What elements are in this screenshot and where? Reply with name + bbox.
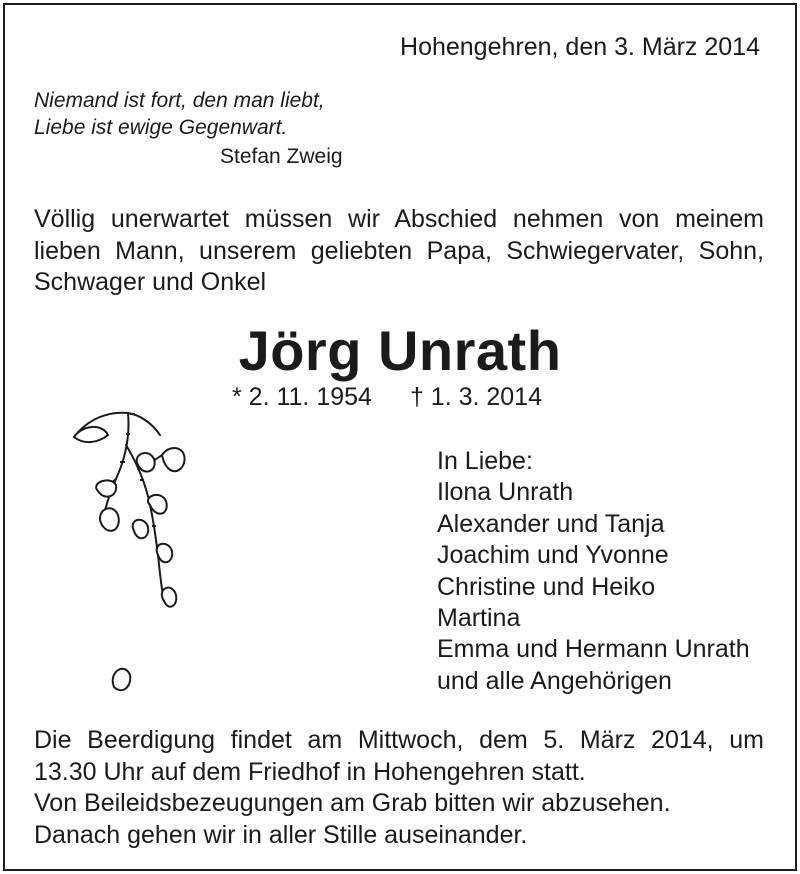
intro-text bbox=[34, 204, 764, 267]
mourner-line: Emma und Hermann Unrath bbox=[437, 635, 750, 664]
funeral-line: 13.30 Uhr auf dem Friedhof in Hohengehren statt. bbox=[34, 757, 586, 786]
birth-date: * 2. 11. 1954 bbox=[232, 383, 372, 411]
quote-line: Niemand ist fort, den man liebt, bbox=[34, 89, 325, 112]
funeral-info bbox=[34, 725, 764, 851]
birch-branch-icon bbox=[68, 405, 198, 695]
intro-line: lieben Mann, unserem geliebten Papa, Schwiegervater, Sohn, bbox=[34, 236, 764, 265]
quote-line: Liebe ist ewige Gegenwart. bbox=[34, 116, 288, 139]
mourner-line: Ilona Unrath bbox=[437, 478, 574, 507]
deceased-name: Jörg Unrath bbox=[238, 319, 562, 382]
life-dates bbox=[232, 383, 542, 412]
mourners-list bbox=[437, 446, 750, 697]
mourner-line: Alexander und Tanja bbox=[437, 509, 665, 538]
mourner-line: In Liebe: bbox=[437, 447, 533, 475]
intro-line: Schwager und Onkel bbox=[34, 268, 267, 296]
mourner-line: Joachim und Yvonne bbox=[437, 541, 669, 570]
quote bbox=[34, 87, 325, 141]
place-date: Hohengehren, den 3. März 2014 bbox=[400, 33, 760, 61]
intro-line: Völlig unerwartet müssen wir Abschied nehmen von meinem bbox=[34, 205, 764, 233]
mourner-line: Martina bbox=[437, 604, 521, 633]
funeral-line: Die Beerdigung findet am Mittwoch, dem 5. März 2014, um bbox=[34, 726, 764, 754]
mourner-line: Christine und Heiko bbox=[437, 572, 656, 601]
mourner-line: und alle Angehörigen bbox=[437, 666, 672, 695]
death-date: † 1. 3. 2014 bbox=[409, 383, 542, 411]
quote-author: Stefan Zweig bbox=[220, 145, 343, 168]
funeral-line: Von Beileidsbezeugungen am Grab bitten wir abzusehen. bbox=[34, 789, 671, 817]
funeral-line: Danach gehen wir in aller Stille auseinander. bbox=[34, 820, 528, 849]
